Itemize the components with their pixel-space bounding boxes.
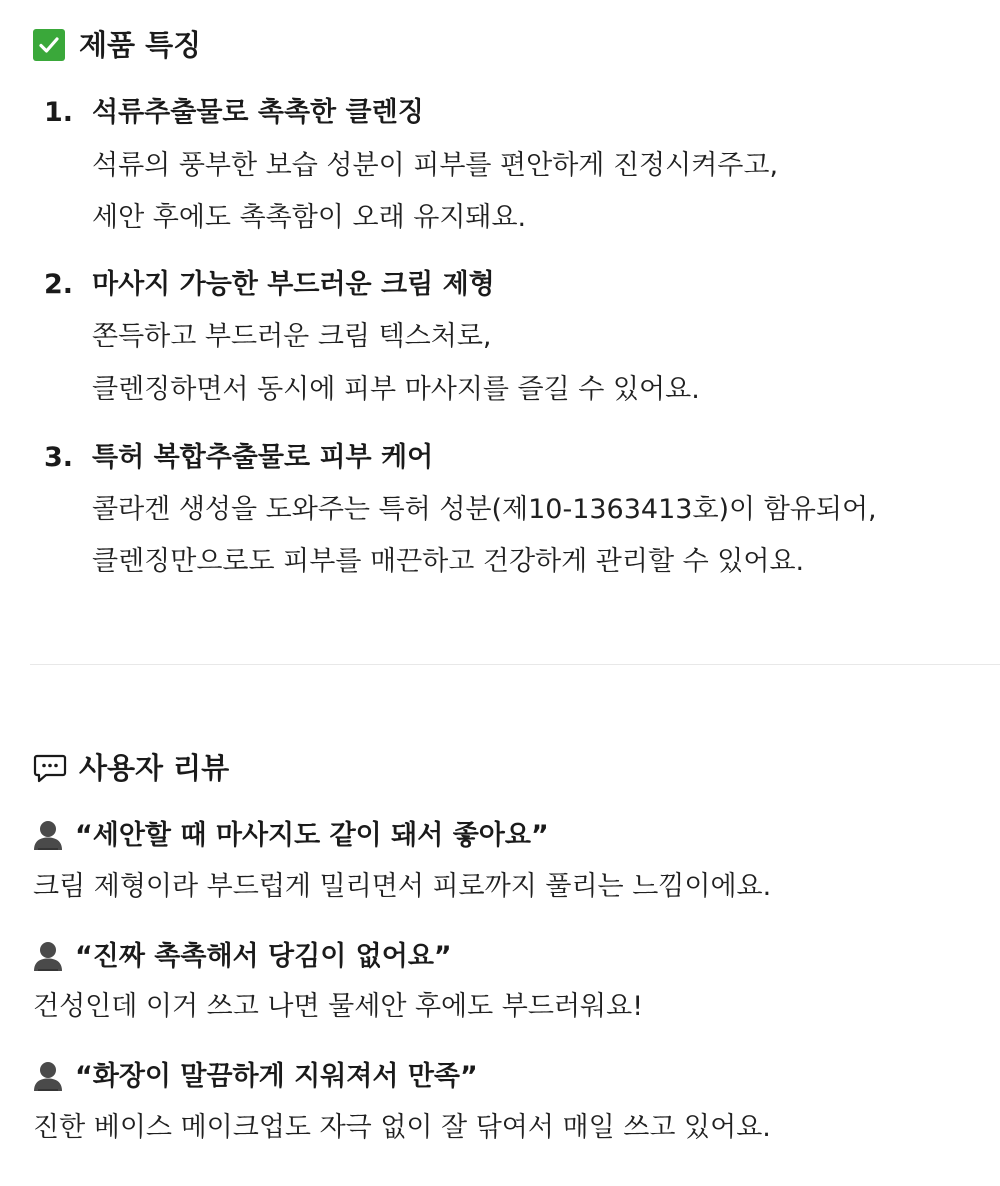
check-mark-icon bbox=[33, 29, 65, 61]
feature-description-line: 콜라겐 생성을 도와주는 특허 성분(제10-1363413호)이 함유되어, bbox=[92, 494, 877, 525]
section-divider bbox=[30, 664, 1000, 665]
feature-description-line: 쫀득하고 부드러운 크림 텍스처로, bbox=[92, 321, 492, 352]
review-title-text: “진짜 촉촉해서 당김이 없어요” bbox=[75, 940, 452, 972]
reviews-heading-text: 사용자 리뷰 bbox=[79, 750, 230, 785]
feature-item-title bbox=[44, 271, 495, 298]
review-title bbox=[33, 940, 452, 972]
feature-number: 2. bbox=[44, 269, 74, 300]
review-body: 건성인데 이거 쓰고 나면 물세안 후에도 부드러워요! bbox=[33, 991, 644, 1022]
person-silhouette-icon bbox=[33, 1060, 63, 1092]
review-title-text: “세안할 때 마사지도 같이 돼서 좋아요” bbox=[75, 819, 549, 851]
feature-number: 1. bbox=[44, 97, 74, 128]
reviews-heading bbox=[33, 752, 229, 784]
speech-bubble-icon bbox=[33, 752, 67, 784]
review-body: 진한 베이스 메이크업도 자극 없이 잘 닦여서 매일 쓰고 있어요. bbox=[33, 1112, 771, 1143]
feature-item-title bbox=[44, 99, 424, 126]
feature-title-text: 마사지 가능한 부드러운 크림 제형 bbox=[92, 269, 495, 300]
feature-item-title bbox=[44, 444, 433, 471]
review-title bbox=[33, 1060, 478, 1092]
review-title-text: “화장이 말끔하게 지워져서 만족” bbox=[75, 1060, 478, 1092]
feature-description-line: 세안 후에도 촉촉함이 오래 유지돼요. bbox=[92, 202, 527, 233]
feature-title-text: 특허 복합추출물로 피부 케어 bbox=[92, 442, 434, 473]
feature-description-line: 클렌징만으로도 피부를 매끈하고 건강하게 관리할 수 있어요. bbox=[92, 546, 805, 577]
feature-description-line: 클렌징하면서 동시에 피부 마사지를 즐길 수 있어요. bbox=[92, 374, 700, 405]
feature-title-text: 석류추출물로 촉촉한 클렌징 bbox=[92, 97, 424, 128]
features-heading bbox=[33, 29, 201, 61]
review-title bbox=[33, 819, 549, 851]
person-silhouette-icon bbox=[33, 819, 63, 851]
features-heading-text: 제품 특징 bbox=[79, 27, 202, 62]
feature-description-line: 석류의 풍부한 보습 성분이 피부를 편안하게 진정시켜주고, bbox=[92, 150, 779, 181]
feature-number: 3. bbox=[44, 442, 74, 473]
person-silhouette-icon bbox=[33, 940, 63, 972]
review-body: 크림 제형이라 부드럽게 밀리면서 피로까지 풀리는 느낌이에요. bbox=[33, 871, 772, 902]
